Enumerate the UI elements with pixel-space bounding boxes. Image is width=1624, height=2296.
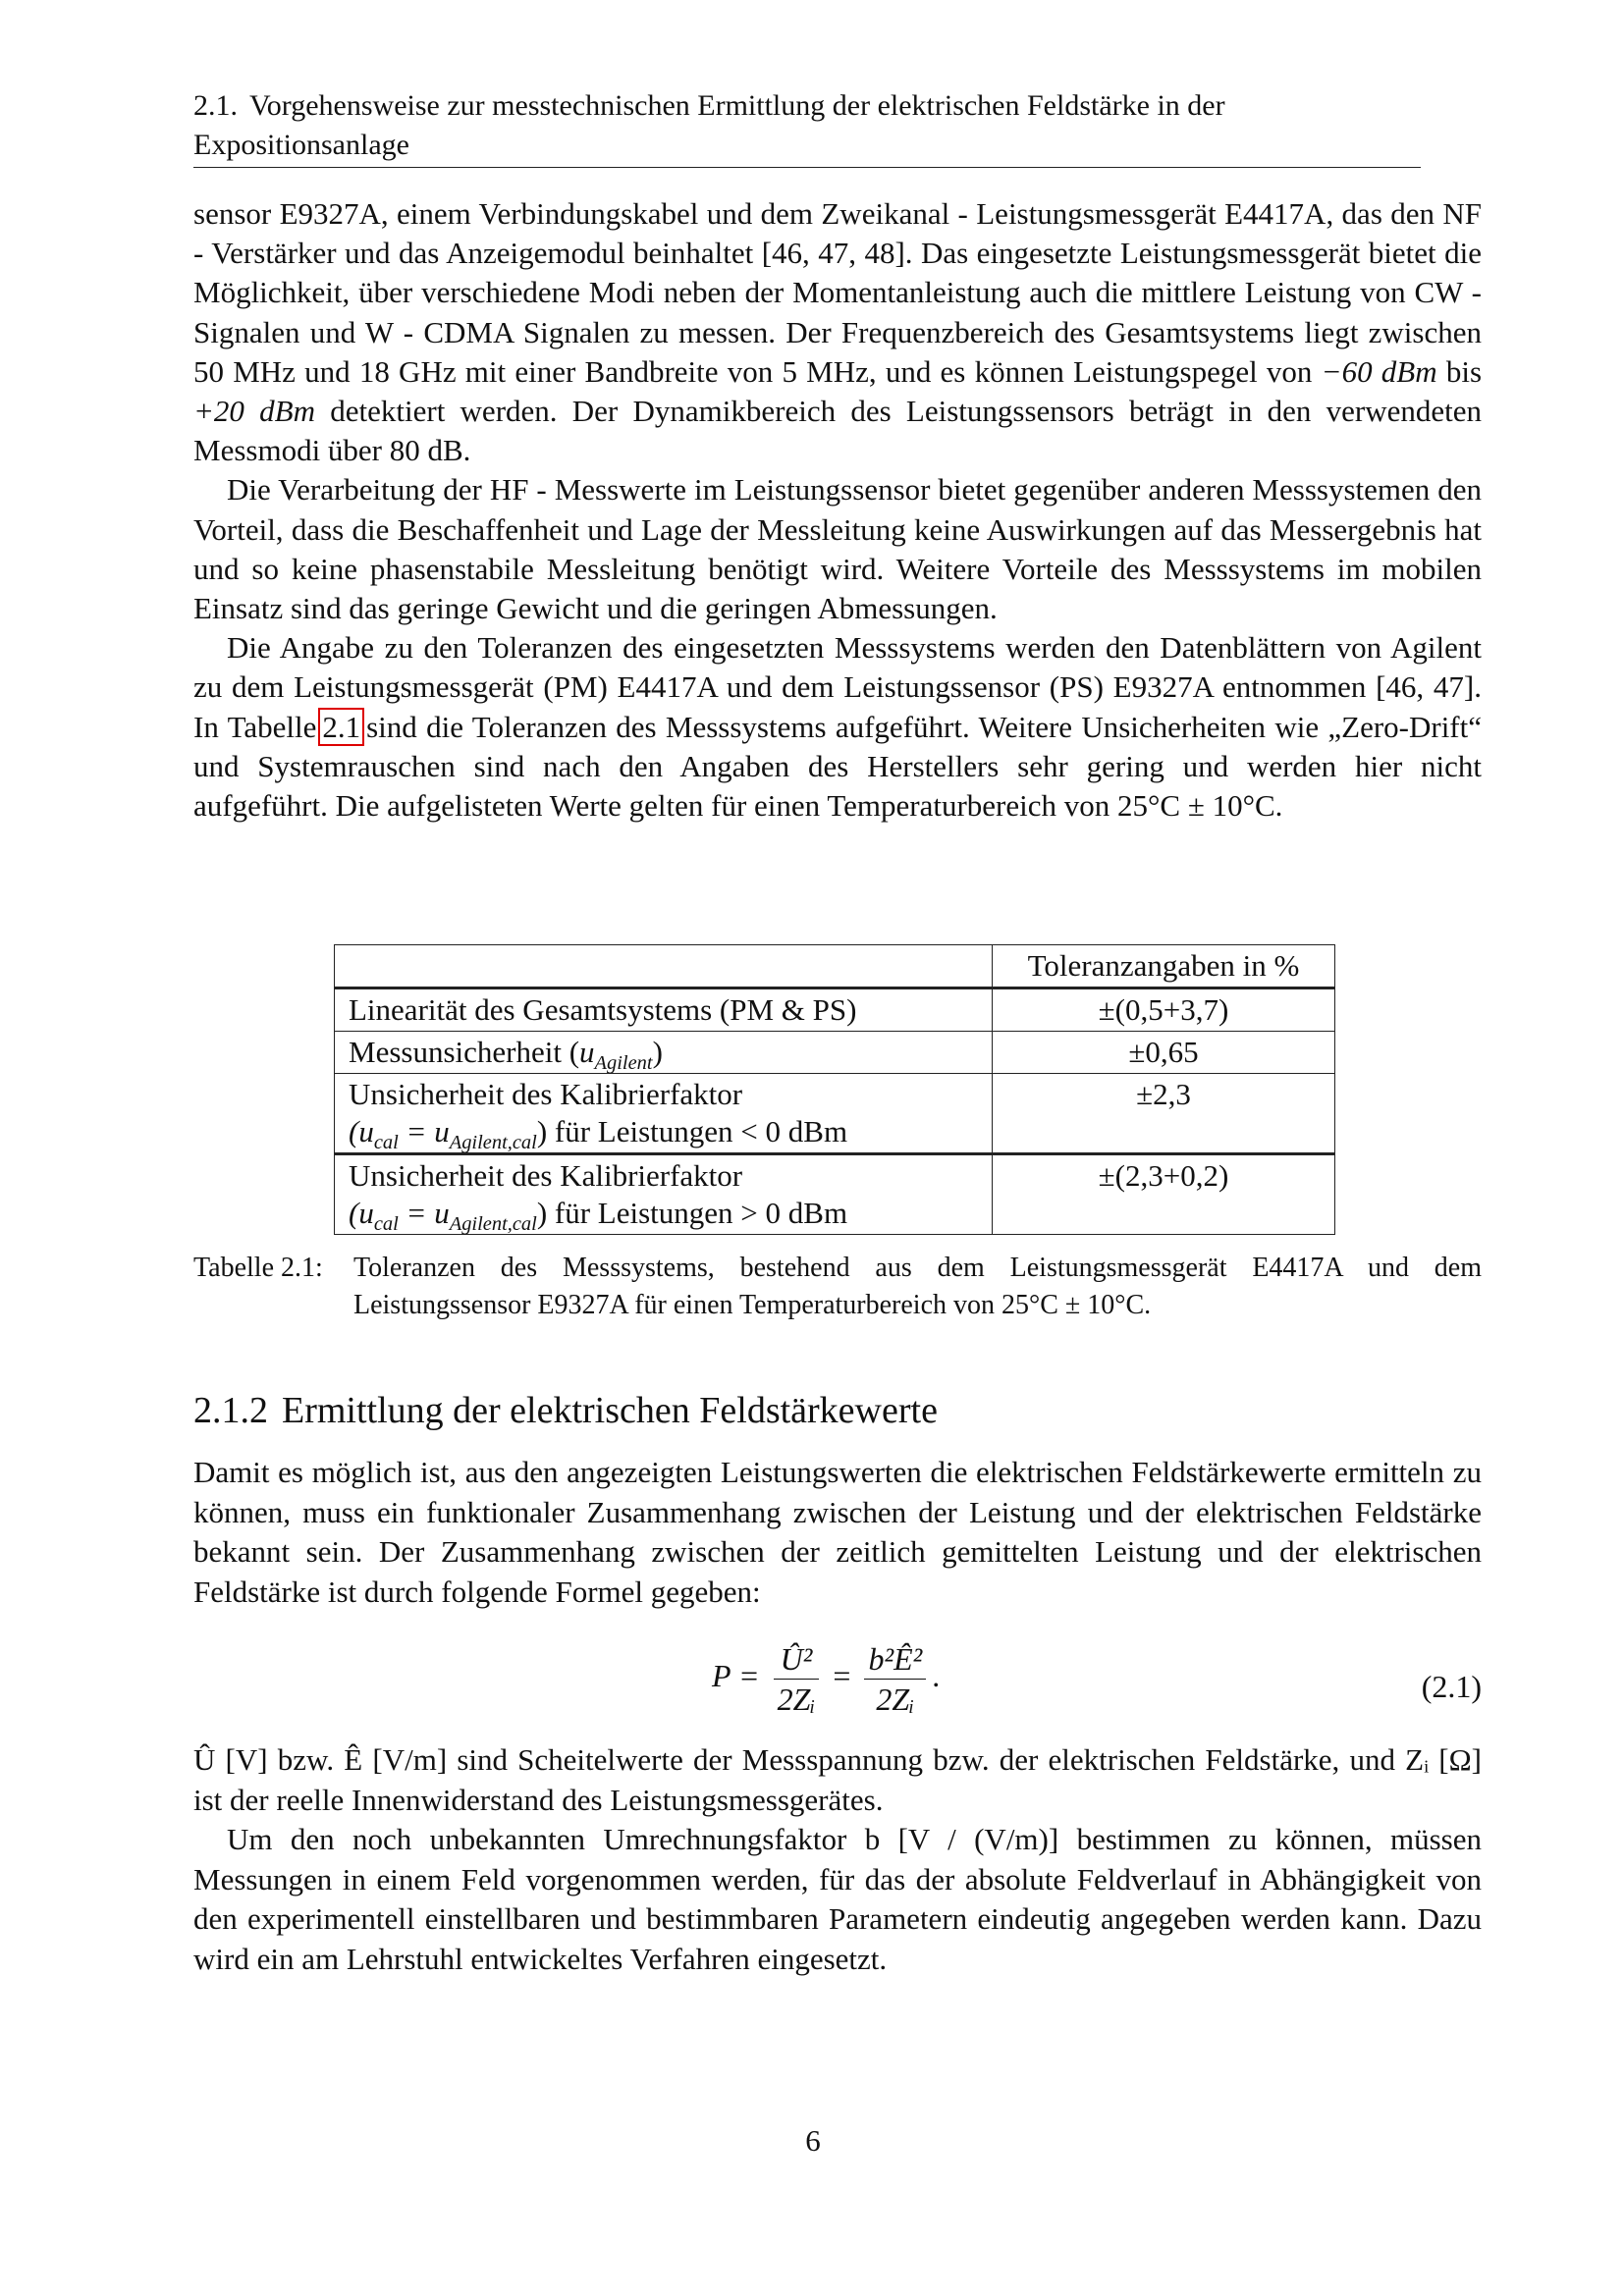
paragraph-3-end: sind die Toleranzen des Messsystems aufgeführt. Weitere Unsicherheiten wie „Zero-Drift“ und Systemrauschen sind nach den Angaben des Herstellers sehr gering und werden hier nicht aufgeführt. Die aufgelisteten Werte gelten für einen Temperaturbereich von 25°C ± 10°C. — [193, 709, 1483, 824]
paragraph-3-start: Die Angabe zu den Toleranzen des eingesetzten Messsystems werden den Datenblättern von Agilent zu dem Leistungsmessgerät (PM) E4417A und dem Leistungssensor (PS) E9327A entnommen [46, 47]. In Tabelle — [193, 630, 1482, 744]
equation-number: (2.1) — [1421, 1669, 1482, 1704]
table-row — [335, 1154, 1335, 1235]
section-heading — [193, 1387, 1482, 1434]
after-equation-text — [193, 1740, 1482, 1979]
page-number: 6 — [805, 2123, 821, 2158]
fraction-1: $\frac{\text{Û²}}{\text{2Zᵢ}}$ — [774, 1639, 820, 1719]
running-head — [193, 86, 1421, 165]
equation-body: P = $\frac{\text{Û²}}{\text{2Zᵢ}}$ = $\frac{\text{b²Ê²}}{\text{2Zᵢ}}$ . — [712, 1641, 941, 1717]
table-row — [335, 1074, 1335, 1154]
section-paragraph: Damit es möglich ist, aus den angezeigten Leistungswerten die elektrischen Feldstärkewerte ermitteln zu können, muss ein funktionaler Zusammenhang zwischen der Leistung und der elektrischen Feldstärke bekannt sein. Der Zusammenhang zwischen der zeitlich gemittelten Leistung und der elektrischen Feldstärke ist durch folgende Formel gegeben: — [193, 1455, 1482, 1609]
running-head-text: Vorgehensweise zur messtechnischen Ermittlung der elektrischen Feldstärke in der Expositionsanlage — [193, 89, 1225, 161]
row-value: ±0,65 — [993, 1032, 1335, 1074]
caption-label: Tabelle 2.1: — [193, 1253, 323, 1283]
row-value: ±(0,5+3,7) — [993, 988, 1335, 1032]
power-min: −60 dBm — [1321, 353, 1437, 389]
row-label: Linearität des Gesamtsystems (PM & PS) — [335, 988, 993, 1032]
table-row — [335, 1032, 1335, 1074]
table-header-empty — [335, 945, 993, 988]
paragraph-1-end: detektiert werden. Der Dynamikbereich des Leistungssensors beträgt in den verwendeten Messmodi über 80 dB. — [193, 394, 1482, 468]
table-header-row — [335, 945, 1335, 988]
factor-paragraph: Um den noch unbekannten Umrechnungsfaktor b [V / (V/m)] bestimmen zu können, müssen Messungen in einem Feld vorgenommen werden, für das der absolute Feldverlauf in Abhängigkeit von den experimentell einstellbaren und bestimmbaren Parametern eindeutig angegeben werden kann. Dazu wird ein am Lehrstuhl entwickeltes Verfahren eingesetzt. — [193, 1822, 1482, 1976]
paragraph-3 — [193, 628, 1482, 826]
equation-lhs: P = — [712, 1657, 760, 1693]
paragraph-1-text: sensor E9327A, einem Verbindungskabel und dem Zweikanal - Leistungsmessgerät E4417A, das den NF - Verstärker und das Anzeigemodul beinhaltet [46, 47, 48]. Das eingesetzte Leistungsmessgerät bietet die Möglichkeit, über verschiedene Modi neben der Momentanleistung auch die mittlere Leistung von CW - Signalen und W - CDMA Signalen zu messen. Der Frequenzbereich des Gesamtsystems liegt zwischen 50 MHz und 18 GHz mit einer Bandbreite von 5 MHz, und es können Leistungspegel von — [193, 196, 1482, 389]
row-label: Messunsicherheit $(u_{Agilent})$ — [335, 1032, 993, 1074]
row-label: Unsicherheit des Kalibrierfaktor $(u_{cal} = u_{Agilent,cal})$ für Leistungen > 0 dBm — [335, 1154, 993, 1235]
power-max: +20 dBm — [193, 394, 315, 429]
paragraph-2: Die Verarbeitung der HF - Messwerte im Leistungssensor bietet gegenüber anderen Messsystemen den Vorteil, dass die Beschaffenheit und Lage der Messleitung keine Auswirkungen auf das Messergebnis hat und so keine phasenstabile Messleitung benötigt wird. Weitere Vorteile des Messsystems im mobilen Einsatz sind das geringe Gewicht und die geringen Abmessungen. — [193, 472, 1482, 626]
section-number: 2.1.2 — [193, 1390, 268, 1431]
row-value: ±(2,3+0,2) — [993, 1154, 1335, 1235]
section-text — [193, 1453, 1482, 1612]
variables-paragraph: Û [V] bzw. Ê [V/m] sind Scheitelwerte der Messspannung bzw. der elektrischen Feldstärke, und Zᵢ [Ω] ist der reelle Innenwiderstand des Leistungsmessgerätes. — [193, 1742, 1482, 1817]
body-text — [193, 194, 1482, 826]
equation — [193, 1639, 1482, 1737]
table-header: Toleranzangaben in % — [993, 945, 1335, 988]
section-title: Ermittlung der elektrischen Feldstärkewerte — [282, 1390, 938, 1431]
table-row — [335, 988, 1335, 1032]
row-label: Unsicherheit des Kalibrierfaktor $(u_{cal} = u_{Agilent,cal})$ für Leistungen < 0 dBm — [335, 1074, 993, 1154]
equation-equals: = — [833, 1657, 851, 1693]
fraction-2: $\frac{\text{b²Ê²}}{\text{2Zᵢ}}$ — [864, 1639, 926, 1719]
running-head-number: 2.1. — [193, 89, 238, 122]
tolerance-table — [334, 944, 1335, 1235]
paragraph-1-mid: bis — [1445, 353, 1483, 389]
table-caption — [193, 1250, 1482, 1324]
header-rule — [193, 167, 1421, 168]
table-ref-link[interactable]: 2.1 — [318, 708, 364, 746]
caption-text: Toleranzen des Messsystems, bestehend aus dem Leistungsmessgerät E4417A und dem Leistungssensor E9327A für einen Temperaturbereich von 25°C ± 10°C. — [353, 1253, 1482, 1320]
row-value: ±2,3 — [993, 1074, 1335, 1154]
paragraph-1 — [193, 194, 1482, 470]
